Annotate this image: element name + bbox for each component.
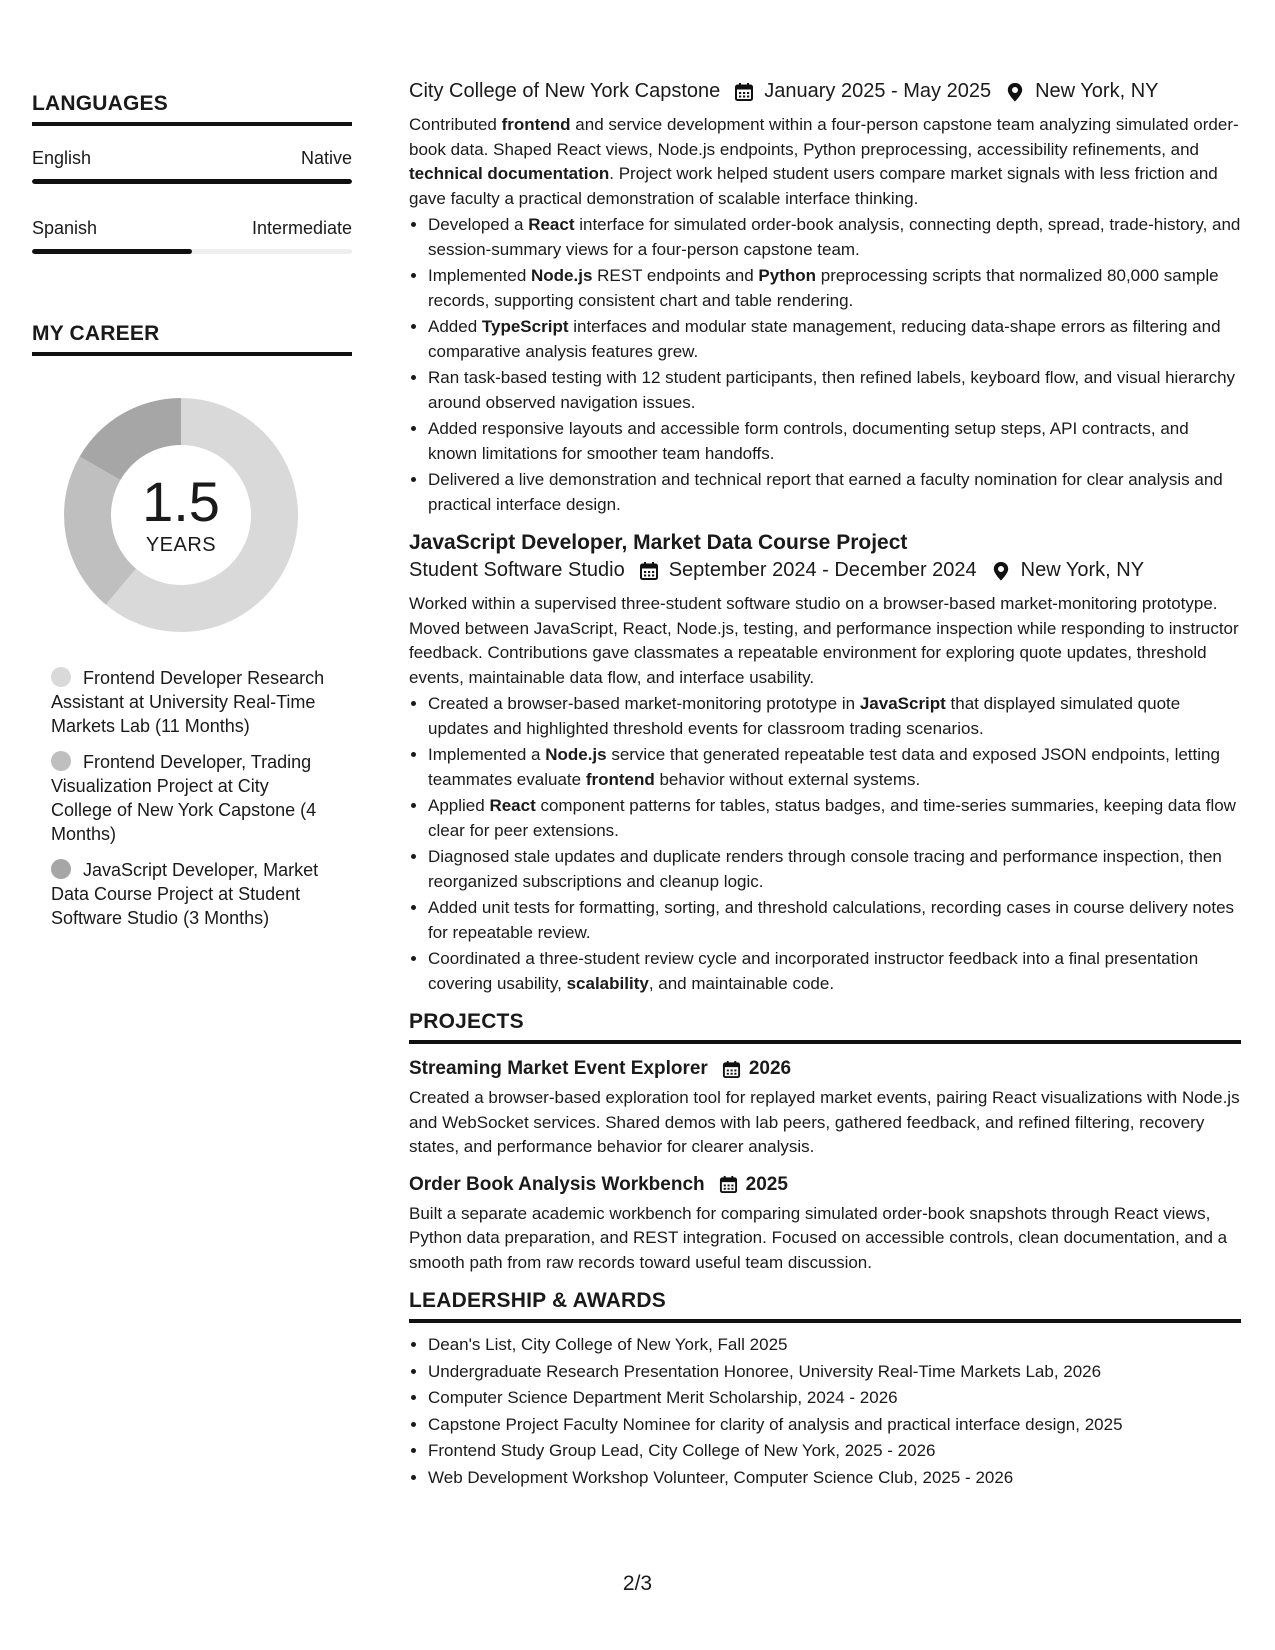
job-bullets: [409, 692, 1241, 996]
project-name: Order Book Analysis Workbench: [409, 1173, 705, 1195]
leadership-heading: LEADERSHIP & AWARDS: [409, 1289, 1241, 1323]
job-location: New York, NY: [1020, 559, 1145, 581]
language-item: [32, 218, 352, 254]
legend-dot-icon: [51, 667, 71, 687]
calendar-icon: [719, 1175, 738, 1194]
language-item: [32, 148, 352, 184]
list-item: • Computer Science Department Merit Scholarship, 2024 - 2026: [428, 1386, 1241, 1411]
project-name: Streaming Market Event Explorer: [409, 1058, 708, 1079]
job-dates: September 2024 - December 2024: [668, 559, 977, 581]
list-item: • Developed a React interface for simulated order-book analysis, connecting depth, spread, trade-history, and session-summary views for a four-person capstone team.: [428, 213, 1241, 262]
project-item: [409, 1174, 1241, 1276]
list-item: • Coordinated a three-student review cycle and incorporated instructor feedback into a final presentation covering usability, scalability, and maintainable code.: [428, 947, 1241, 996]
location-pin-icon: [1005, 82, 1025, 102]
projects-heading: PROJECTS: [409, 1010, 1241, 1044]
career-legend-item: Frontend Developer, Trading Visualization Project at City College of New York Capstone (4 Months): [51, 752, 317, 844]
job-summary: Worked within a supervised three-student software studio on a browser-based market-monitoring prototype. Moved between JavaScript, React, Node.js, testing, and performance inspection while responding to instructor feedback. Contributions gave classmates a repeatable environment for exploring quote updates, threshold events, maintainable data flow, and interface usability.: [409, 594, 1239, 687]
page-number: 2/3: [622, 1572, 653, 1595]
list-item: • Frontend Study Group Lead, City College of New York, 2025 - 2026: [428, 1439, 1241, 1464]
list-item: • Added responsive layouts and accessible form controls, documenting setup steps, API contracts, and known limitations for smoother team handoffs.: [428, 417, 1241, 466]
legend-dot-icon: [51, 859, 71, 879]
location-pin-icon: [991, 561, 1011, 581]
job-company: City College of New York Capstone: [409, 80, 721, 102]
job-meta: [409, 559, 1241, 582]
language-name: Spanish: [32, 218, 98, 238]
job-bullets: [409, 213, 1241, 517]
list-item: • Undergraduate Research Presentation Honoree, University Real-Time Markets Lab, 2026: [428, 1360, 1241, 1385]
list-item: • Implemented a Node.js service that generated repeatable test data and exposed JSON endpoints, letting teammates evaluate frontend behavior without external systems.: [428, 743, 1241, 792]
language-name: English: [32, 148, 92, 168]
calendar-icon: [734, 82, 754, 102]
list-item: • Implemented Node.js REST endpoints and Python preprocessing scripts that normalized 80,000 sample records, supporting consistent chart and table rendering.: [428, 264, 1241, 313]
career-legend: [51, 666, 352, 930]
list-item: • Added unit tests for formatting, sorting, and threshold calculations, recording cases in course delivery notes for repeatable review.: [428, 896, 1241, 945]
languages-heading: LANGUAGES: [32, 92, 352, 126]
job-dates: January 2025 - May 2025: [764, 80, 992, 102]
job-company: Student Software Studio: [409, 559, 625, 581]
right-column: [409, 80, 1241, 1492]
list-item: • Dean's List, City College of New York, Fall 2025: [428, 1333, 1241, 1358]
calendar-icon: [722, 1060, 741, 1079]
project-description: Built a separate academic workbench for comparing simulated order-book snapshots through React views, Python data preparation, and REST integration. Focused on accessible controls, clean documentation, and a smooth path from raw records toward useful team discussion.: [409, 1203, 1228, 1272]
list-item: • Added TypeScript interfaces and modular state management, reducing data-shape errors as filtering and comparative analysis features grew.: [428, 315, 1241, 364]
job-meta: [409, 80, 1241, 103]
career-heading: MY CAREER: [32, 322, 352, 356]
list-item: • Delivered a live demonstration and technical report that earned a faculty nomination for clear analysis and practical interface design.: [428, 468, 1241, 517]
project-year: 2026: [748, 1058, 792, 1079]
job-location: New York, NY: [1035, 80, 1159, 102]
job-title: JavaScript Developer, Market Data Course Project: [409, 531, 908, 554]
project-year: 2025: [745, 1173, 788, 1195]
career-legend-item: Frontend Developer Research Assistant at University Real-Time Markets Lab (11 Months): [51, 668, 325, 736]
language-level: Intermediate: [251, 218, 352, 238]
calendar-icon: [639, 561, 659, 581]
language-level-bar: [32, 179, 352, 184]
job-summary: Contributed frontend and service development within a four-person capstone team analyzing simulated order-book data. Shaped React views, Node.js endpoints, Python preprocessing, accessibility refinements, and technical documentation. Project work helped student users compare market signals with less friction and gave faculty a practical demonstration of scalable interface thinking.: [409, 115, 1239, 208]
career-donut-chart: [56, 390, 306, 640]
job-entry-2: [409, 531, 1241, 996]
left-column: [32, 92, 352, 942]
career-legend-item: JavaScript Developer, Market Data Course Project at Student Software Studio (3 Months): [51, 860, 319, 928]
job-entry-1: [409, 80, 1241, 517]
project-description: Created a browser-based exploration tool for replayed market events, pairing React visualizations with Node.js and WebSocket services. Shared demos with lab peers, gathered feedback, and refined filtering, recovery states, and performance behavior for clearer analysis.: [409, 1088, 1240, 1156]
list-item: • Diagnosed stale updates and duplicate renders through console tracing and performance inspection, then reorganized subscriptions and cleanup logic.: [428, 845, 1241, 894]
language-level: Native: [300, 148, 352, 168]
career-total-unit: YEARS: [145, 533, 217, 556]
list-item: • Capstone Project Faculty Nominee for clarity of analysis and practical interface design, 2025: [428, 1413, 1241, 1438]
language-level-bar: [32, 249, 352, 254]
list-item: • Ran task-based testing with 12 student participants, then refined labels, keyboard flow, and visual hierarchy around observed navigation issues.: [428, 366, 1241, 415]
career-total-years: 1.5: [142, 469, 220, 533]
legend-dot-icon: [51, 751, 71, 771]
list-item: • Applied React component patterns for tables, status badges, and time-series summaries, keeping data flow clear for peer extensions.: [428, 794, 1241, 843]
project-item: [409, 1058, 1241, 1160]
list-item: • Web Development Workshop Volunteer, Computer Science Club, 2025 - 2026: [428, 1466, 1241, 1491]
list-item: • Created a browser-based market-monitoring prototype in JavaScript that displayed simulated quote updates and highlighted threshold events for classroom trading scenarios.: [428, 692, 1241, 741]
leadership-list: [409, 1333, 1241, 1490]
